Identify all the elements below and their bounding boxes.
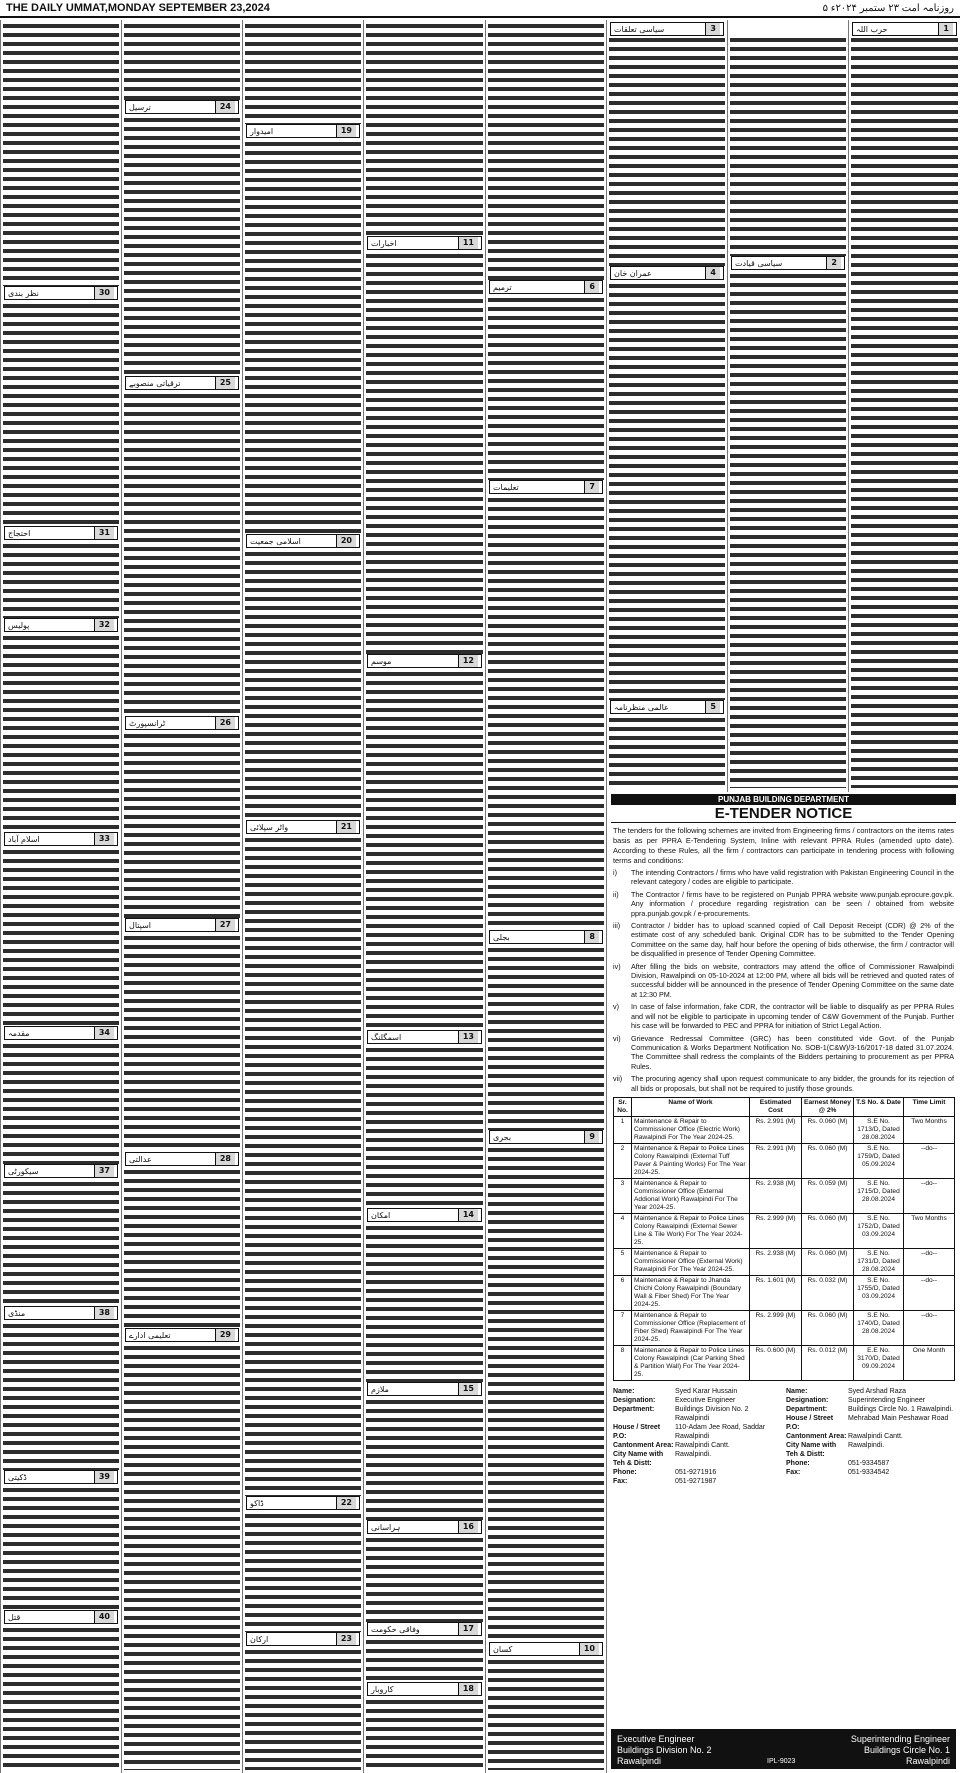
signatory-field-value: Mehrabad Main Peshawar Road: [848, 1414, 949, 1422]
table-cell: Rs. 0.060 (M): [802, 1248, 854, 1275]
table-cell: --do--: [904, 1178, 955, 1213]
news-text: [3, 1488, 119, 1610]
signatory-field: [786, 1414, 954, 1432]
table-cell: Maintenance & Repair to Commissioner Office (Replacement of Fiber Shed) Rawalpindi For The Year 2024-25.: [632, 1310, 750, 1345]
signatory-field-value: 110-Adam Jee Road, Saddar Rawalpindi: [675, 1423, 766, 1440]
news-heading: بجلی 8: [489, 930, 603, 944]
signatory-field-value: Rawalpindi.: [675, 1450, 712, 1458]
news-column-6: [242, 20, 363, 1773]
signatory-field: [786, 1405, 954, 1414]
news-text: [3, 1044, 119, 1164]
news-text: [488, 498, 604, 930]
tender-condition: iii) Contractor / bidder has to upload scanned copied of Call Deposit Receipt (CDR) @ 2% of the estimate cost of any scheduled bank. Original CDR has to be submitted to the Tender Opening Committee on the same day, half hour before the opening of bids otherwise, the firm / contractor will be disqualified in presence of Tender Opening Committee.: [613, 921, 954, 959]
tender-condition: i) The intending Contractors / firms who have valid registration with Pakistan Engineering Council in the relevant category / codes are eligible to participate.: [613, 868, 954, 887]
news-heading: امکان 14: [367, 1208, 482, 1222]
table-cell: Rs. 2.991 (M): [750, 1143, 802, 1178]
e-tender-notice: [606, 792, 960, 1773]
news-heading: تعلیمی ادارے 29: [125, 1328, 239, 1342]
table-cell: Rs. 1.601 (M): [750, 1275, 802, 1310]
signatory-field-label: House / Street P.O:: [786, 1414, 834, 1431]
signatory-field-label: Name:: [613, 1387, 635, 1395]
news-text: [609, 38, 725, 266]
news-column-4: [485, 20, 606, 1773]
news-text: [245, 142, 361, 534]
table-cell: One Month: [904, 1345, 955, 1380]
signatory-field: [786, 1459, 954, 1468]
signatory-field: [613, 1441, 781, 1450]
signatory-field-label: City Name with Teh & Distt:: [613, 1450, 664, 1467]
table-cell: Rs. 2.938 (M): [750, 1178, 802, 1213]
news-heading: احتجاج 31: [4, 526, 118, 540]
news-text: [3, 850, 119, 1026]
table-row: [614, 1310, 955, 1345]
tender-intro: The tenders for the following schemes are invited from Engineering firms / contractors on the items rates basis as per PPRA E-Tendering System, Inline with relevant PPRA Rules (amended upto date). According to these Rules, all the firm / contractors can participate in tendering process with following terms and conditions:: [613, 826, 954, 865]
table-cell: S.E No. 1755/D, Dated 03.09.2024: [854, 1275, 904, 1310]
table-cell: --do--: [904, 1275, 955, 1310]
tender-signatories: [607, 1381, 960, 1486]
table-cell: --do--: [904, 1143, 955, 1178]
news-heading: کسان 10: [489, 1642, 603, 1656]
signatory-field: [613, 1396, 781, 1405]
table-cell: Maintenance & Repair to Commissioner Office (Electric Work) Rawalpindi For The Year 2024-25.: [632, 1116, 750, 1143]
table-row: [614, 1116, 955, 1143]
signatory-field-label: Fax:: [613, 1477, 628, 1485]
signatory-field-value: Rawalpindi Cantt.: [848, 1432, 903, 1440]
news-heading: ترقیاتی منصوبے 25: [125, 376, 239, 390]
table-cell: S.E No. 1715/D, Dated 28.08.2024: [854, 1178, 904, 1213]
news-heading: نظر بندی 30: [4, 286, 118, 300]
tender-conditions: [607, 868, 960, 1093]
table-cell: Rs. 0.060 (M): [802, 1116, 854, 1143]
signatory-field-label: Cantonment Area:: [613, 1441, 674, 1449]
news-heading: اسلام آباد 33: [4, 832, 118, 846]
signatory-field-value: Executive Engineer: [675, 1396, 736, 1404]
signatory-field-value: 051-9271916: [675, 1468, 717, 1476]
table-row: [614, 1345, 955, 1380]
table-cell: Two Months: [904, 1213, 955, 1248]
news-text: [488, 948, 604, 1130]
news-text: [366, 1700, 483, 1770]
table-cell: S.E No. 1752/D, Dated 03.09.2024: [854, 1213, 904, 1248]
news-heading: اسمگلنگ 13: [367, 1030, 482, 1044]
table-cell: Rs. 0.600 (M): [750, 1345, 802, 1380]
signatory-field-value: Buildings Division No. 2 Rawalpindi: [675, 1405, 749, 1422]
news-text: [124, 734, 240, 918]
news-text: [3, 1628, 119, 1770]
tender-condition: ii) The Contractor / firms have to be registered on Punjab PPRA website www.punjab.eprocure.gov.pk. Any information / procedure regarding registration can be seen / obtained from website ppra.punjab.gov.pk / e-procurements.: [613, 889, 954, 918]
signatory-field-label: Cantonment Area:: [786, 1432, 847, 1440]
table-cell: S.E No. 1731/D, Dated 28.08.2024: [854, 1248, 904, 1275]
news-heading: اسپتال 27: [125, 918, 239, 932]
tender-condition: iv) After filling the bids on website, contractors may attend the office of Commissioner Rawalpindi Division, Rawalpindi on 05-10-2024 at 12:00 PM, where all bids will be retrieved and quoted rates of successful bidder will be announced in the presence of Tender Opening Committee on the same date at 12:30 PM.: [613, 961, 954, 999]
table-cell: 7: [614, 1310, 632, 1345]
table-cell: 4: [614, 1213, 632, 1248]
news-column-5: [363, 20, 485, 1773]
table-cell: Rs. 2.999 (M): [750, 1310, 802, 1345]
news-heading: ڈاکو 22: [246, 1496, 360, 1510]
signatory-field-value: Rawalpindi Cantt.: [675, 1441, 730, 1449]
masthead-rule: [0, 16, 960, 18]
table-cell: Rs. 0.059 (M): [802, 1178, 854, 1213]
signatory-executive-engineer: [613, 1387, 781, 1486]
news-heading: بحری 9: [489, 1130, 603, 1144]
table-cell: 5: [614, 1248, 632, 1275]
signatory-field-label: Department:: [613, 1405, 655, 1413]
tender-footer: [611, 1729, 956, 1769]
table-cell: Maintenance & Repair to Jhanda Chichi Colony Rawalpindi (Boundary Wall & Fiber Shed) For The Year 2024-25.: [632, 1275, 750, 1310]
news-text: [245, 1514, 361, 1632]
signatory-field-label: Phone:: [786, 1459, 810, 1467]
news-text: [488, 1660, 604, 1770]
news-heading: سیاسی تعلقات 3: [610, 22, 724, 36]
news-heading: وفاقی حکومت 17: [367, 1622, 482, 1636]
table-cell: S.E No. 1740/D, Dated 28.08.2024: [854, 1310, 904, 1345]
table-cell: Rs. 0.012 (M): [802, 1345, 854, 1380]
table-cell: 6: [614, 1275, 632, 1310]
news-text: [851, 38, 958, 788]
table-cell: Rs. 0.060 (M): [802, 1213, 854, 1248]
news-heading: حرب اللہ 1: [852, 22, 957, 36]
signatory-field: [613, 1450, 781, 1468]
news-text: [730, 274, 846, 788]
news-column-3: [606, 20, 727, 792]
news-text: [366, 1400, 483, 1520]
news-text: [366, 1538, 483, 1622]
news-text: [245, 838, 361, 1496]
masthead-urdu: ۵ روزنامہ امت ۲۳ ستمبر ۲۰۲۴ء: [822, 2, 954, 14]
news-text: [366, 254, 483, 654]
news-text: [730, 38, 846, 256]
news-heading: ترسیل 24: [125, 100, 239, 114]
news-text: [366, 24, 483, 236]
table-cell: 2: [614, 1143, 632, 1178]
works-table: [613, 1097, 955, 1381]
table-cell: 8: [614, 1345, 632, 1380]
news-heading: اخبارات 11: [367, 236, 482, 250]
signatory-field-value: 051-9271987: [675, 1477, 717, 1485]
tender-condition: vi) Grievance Redressal Committee (GRC) has been constituted vide Govt. of the Punjab Communication & Works Department Notification No. SOB-1(C&W)/3-16/2017-18 dated 31.07.2024. The Committee shall redress the complaints of the Bidders pertaining to procurement as per PPRA Rules.: [613, 1033, 954, 1071]
signatory-field: [613, 1387, 781, 1396]
signatory-field-label: Designation:: [613, 1396, 656, 1404]
tender-condition: vii) The procuring agency shall upon request communicate to any bidder, the grounds for its rejection of all bids or proposals, but shall not be required to justify those grounds.: [613, 1074, 954, 1093]
table-cell: Two Months: [904, 1116, 955, 1143]
news-heading: ٹرانسپورٹ 26: [125, 716, 239, 730]
signatory-field-label: Fax:: [786, 1468, 801, 1476]
signatory-field-label: House / Street P.O:: [613, 1423, 661, 1440]
signatory-field-value: 051-9334542: [848, 1468, 890, 1476]
signatory-field-label: Phone:: [613, 1468, 637, 1476]
signatory-field: [786, 1396, 954, 1405]
news-column-1: [848, 20, 960, 792]
table-cell: 1: [614, 1116, 632, 1143]
news-text: [366, 1226, 483, 1382]
signatory-field-label: Name:: [786, 1387, 808, 1395]
table-cell: Rs. 0.060 (M): [802, 1143, 854, 1178]
table-row: [614, 1178, 955, 1213]
signatory-field-value: Syed Arshad Raza: [848, 1387, 906, 1395]
news-text: [366, 1640, 483, 1682]
signatory-field-value: Rawalpindi.: [848, 1441, 885, 1449]
news-column-8: [0, 20, 121, 1773]
news-text: [124, 1170, 240, 1328]
table-cell: Rs. 2.999 (M): [750, 1213, 802, 1248]
news-heading: سیکورٹی 37: [4, 1164, 118, 1178]
table-cell: Maintenance & Repair to Police Lines Colony Rawalpindi (Car Parking Shed & Partition Wall) For The Year 2024-25.: [632, 1345, 750, 1380]
news-heading: مقدمہ 34: [4, 1026, 118, 1040]
news-heading: موسم 12: [367, 654, 482, 668]
news-heading: پولیس 32: [4, 618, 118, 632]
table-cell: E.E No. 3170/D, Dated 09.09.2024: [854, 1345, 904, 1380]
news-heading: تعلیمات 7: [489, 480, 603, 494]
signatory-field-label: City Name with Teh & Distt:: [786, 1441, 837, 1458]
news-heading: امیدوار 19: [246, 124, 360, 138]
table-cell: Rs. 0.032 (M): [802, 1275, 854, 1310]
table-cell: S.E No. 1713/D, Dated 28.08.2024: [854, 1116, 904, 1143]
signatory-field-value: Syed Karar Hussain: [675, 1387, 738, 1395]
news-text: [366, 672, 483, 1030]
news-column-7: [121, 20, 242, 1773]
news-text: [124, 118, 240, 376]
news-text: [609, 284, 725, 700]
signatory-field-value: Buildings Circle No. 1 Rawalpindi.: [848, 1405, 954, 1413]
signatory-field: [613, 1468, 781, 1477]
table-cell: Rs. 2.938 (M): [750, 1248, 802, 1275]
masthead: [0, 0, 960, 16]
signatory-field: [613, 1477, 781, 1486]
signatory-field-label: Designation:: [786, 1396, 829, 1404]
table-cell: Maintenance & Repair to Police Lines Colony Rawalpindi (External Tuff Paver & Painting Works) For The Year 2024-25.: [632, 1143, 750, 1178]
news-text: [3, 304, 119, 526]
table-cell: Maintenance & Repair to Police Lines Colony Rawalpindi (External Sewer Line & Tile Work) For The Year 2024-25.: [632, 1213, 750, 1248]
news-text: [3, 1324, 119, 1470]
signatory-field: [613, 1423, 781, 1441]
table-cell: --do--: [904, 1248, 955, 1275]
tender-condition: v) In case of false information, fake CDR, the contractor will be liable to disqualify as per PPRA Rules and will not be eligible to participate in upcoming tender of C&W Government of the Punjab. Further his case will be forwarded to PEC and PPRA for initiation of Strict Legal Action.: [613, 1002, 954, 1031]
news-heading: عدالتی 28: [125, 1152, 239, 1166]
footer-right: Superintending Engineer Buildings Circle No. 1 Rawalpindi: [850, 1734, 950, 1766]
news-text: [609, 718, 725, 788]
table-cell: Maintenance & Repair to Commissioner Office (External Work) Rawalpindi For The Year 2024-25.: [632, 1248, 750, 1275]
news-text: [3, 24, 119, 286]
news-text: [124, 1346, 240, 1770]
table-header-row: Sr. No. Name of Work Estimated Cost Earnest Money @ 2% T.S No. & Date Time Limit: [614, 1097, 955, 1116]
table-cell: 3: [614, 1178, 632, 1213]
table-cell: Rs. 0.060 (M): [802, 1310, 854, 1345]
footer-left: Executive Engineer Buildings Division No. 2 Rawalpindi: [617, 1734, 712, 1766]
news-heading: عالمی منظرنامہ 5: [610, 700, 724, 714]
table-cell: S.E No. 1759/D, Dated 05.09.2024: [854, 1143, 904, 1178]
news-heading: عمران خان 4: [610, 266, 724, 280]
news-text: [124, 936, 240, 1152]
news-text: [488, 298, 604, 480]
tender-department: PUNJAB BUILDING DEPARTMENT: [611, 794, 956, 805]
signatory-field-value: 051-9334587: [848, 1459, 890, 1467]
news-text: [488, 24, 604, 280]
news-heading: ملازم 15: [367, 1382, 482, 1396]
signatory-field: [786, 1441, 954, 1459]
table-cell: Maintenance & Repair to Commissioner Office (External Addional Work) Rawalpindi For The Year 2024-25.: [632, 1178, 750, 1213]
table-cell: --do--: [904, 1310, 955, 1345]
news-text: [3, 1182, 119, 1306]
signatory-field: [786, 1387, 954, 1396]
table-row: [614, 1213, 955, 1248]
signatory-superintending-engineer: [786, 1387, 954, 1486]
news-heading: اسلامی جمعیت 20: [246, 534, 360, 548]
news-text: [124, 24, 240, 100]
signatory-field: [786, 1468, 954, 1477]
tender-title: E-TENDER NOTICE: [611, 805, 956, 823]
signatory-field-label: Department:: [786, 1405, 828, 1413]
news-heading: ارکان 23: [246, 1632, 360, 1646]
news-text: [366, 1048, 483, 1208]
signatory-field-value: Superintending Engineer: [848, 1396, 926, 1404]
table-row: [614, 1248, 955, 1275]
table-cell: Rs. 2.991 (M): [750, 1116, 802, 1143]
signatory-field: [613, 1405, 781, 1423]
news-column-2: [727, 20, 848, 792]
news-text: [245, 552, 361, 820]
news-heading: ترمیم 6: [489, 280, 603, 294]
news-heading: منڈی 38: [4, 1306, 118, 1320]
news-text: [245, 1650, 361, 1770]
signatory-field: [786, 1432, 954, 1441]
news-heading: ہراسانی 16: [367, 1520, 482, 1534]
news-text: [488, 1148, 604, 1642]
news-heading: کاروبار 18: [367, 1682, 482, 1696]
news-heading: سیاسی قیادت 2: [731, 256, 845, 270]
table-row: [614, 1275, 955, 1310]
news-heading: ڈکیتی 39: [4, 1470, 118, 1484]
news-heading: واٹر سپلائی 21: [246, 820, 360, 834]
news-heading: قتل 40: [4, 1610, 118, 1624]
masthead-english: THE DAILY UMMAT,MONDAY SEPTEMBER 23,2024: [6, 2, 270, 14]
table-row: [614, 1143, 955, 1178]
news-text: [3, 544, 119, 618]
news-text: [124, 394, 240, 716]
footer-ipl-code: IPL-9023: [767, 1758, 796, 1765]
news-text: [245, 24, 361, 124]
news-text: [3, 636, 119, 832]
